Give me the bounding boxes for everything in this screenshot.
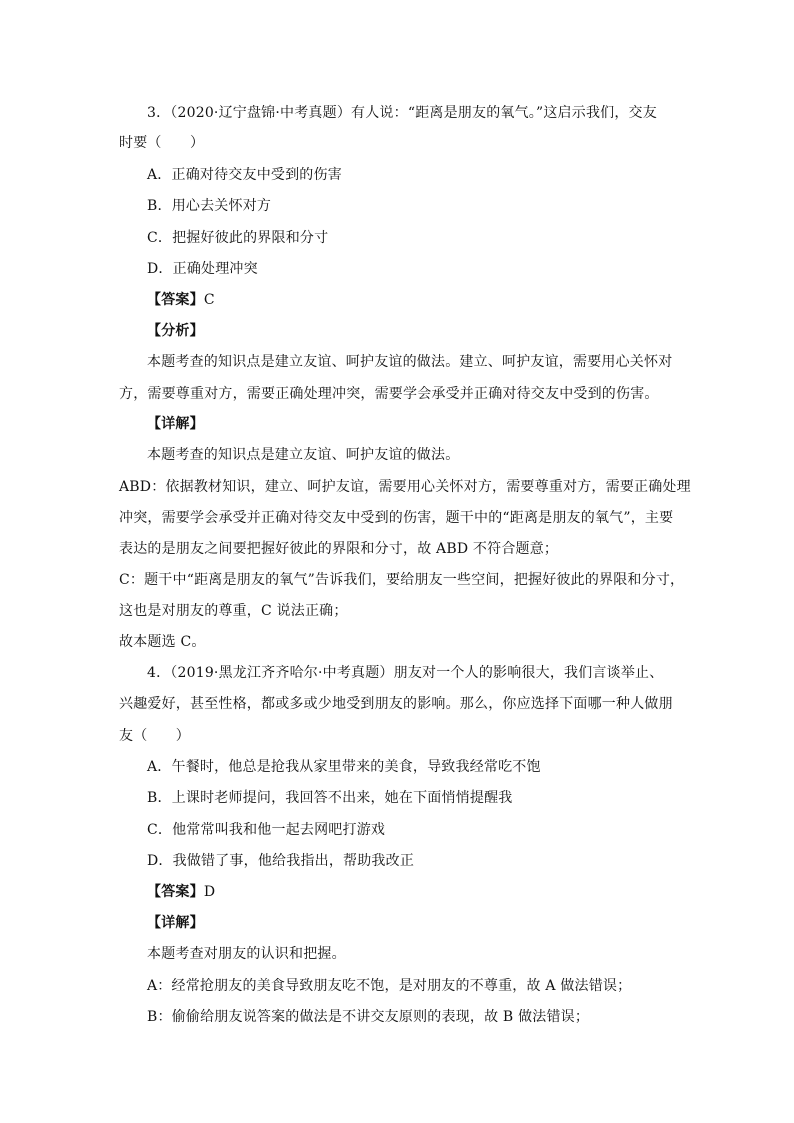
q3-detail-line-5: C：题干中“距离是朋友的氧气”告诉我们，要给朋友一些空间，把握好彼此的界限和分寸， [119, 572, 685, 588]
q3-option-b: B．用心去关怀对方 [147, 198, 272, 214]
q3-answer-label: 【答案】 [147, 292, 204, 308]
q4-detail-line-3: B：偷偷给朋友说答案的做法是不讲交友原则的表现，故 B 做法错误； [147, 1009, 590, 1025]
q3-detail-line-1: 本题考查的知识点是建立友谊、呵护友谊的做法。 [147, 447, 460, 463]
q3-detail-line-4: 表达的是朋友之间要把握好彼此的界限和分寸，故 ABD 不符合题意； [119, 541, 559, 557]
q4-detail-label: 【详解】 [147, 915, 204, 931]
q3-detail-line-6: 这也是对朋友的尊重，C 说法正确； [119, 603, 348, 619]
q4-option-b: B．上课时老师提问，我回答不出来，她在下面悄悄提醒我 [147, 790, 513, 806]
q3-analysis-label: 【分析】 [147, 323, 204, 339]
q3-detail-label: 【详解】 [147, 416, 204, 432]
q3-analysis-line-2: 方，需要尊重对方，需要正确处理冲突，需要学会承受并正确对待交友中受到的伤害。 [119, 386, 659, 402]
q3-option-d: D．正确处理冲突 [147, 261, 258, 277]
q4-detail-line-2: A：经常抢朋友的美食导致朋友吃不饱，是对朋友的不尊重，故 A 做法错误； [147, 978, 632, 994]
q4-answer-label: 【答案】 [147, 884, 204, 900]
q4-stem-line-1: 4．（2019·黑龙江齐齐哈尔·中考真题）朋友对一个人的影响很大，我们言谈举止、 [147, 665, 664, 681]
q3-answer [147, 290, 215, 310]
q3-answer-value: C [203, 292, 215, 308]
q4-option-c: C．他常常叫我和他一起去网吧打游戏 [147, 822, 386, 838]
q4-option-a: A．午餐时，他总是抢我从家里带来的美食，导致我经常吃不饱 [147, 759, 541, 775]
q3-analysis-line-1: 本题考查的知识点是建立友谊、呵护友谊的做法。建立、呵护友谊，需要用心关怀对 [147, 354, 673, 370]
q4-answer-value: D [203, 884, 216, 900]
q4-option-d: D．我做错了事，他给我指出，帮助我改正 [147, 853, 415, 869]
q4-stem-line-3: 友（ ） [119, 728, 190, 744]
q4-stem-line-2: 兴趣爱好，甚至性格，都或多或少地受到朋友的影响。那么，你应选择下面哪一种人做朋 [119, 696, 673, 712]
q3-detail-line-2: ABD：依据教材知识，建立、呵护友谊，需要用心关怀对方，需要尊重对方，需要正确处理 [119, 479, 691, 495]
q3-option-c: C．把握好彼此的界限和分寸 [147, 230, 329, 246]
q3-stem-line-2: 时要（ ） [119, 135, 205, 151]
q4-detail-line-1: 本题考查对朋友的认识和把握。 [147, 946, 346, 962]
q4-answer [147, 882, 215, 902]
q3-stem-line-1: 3．（2020·辽宁盘锦·中考真题）有人说：“距离是朋友的氧气。”这启示我们，交友 [147, 105, 657, 121]
q3-option-a: A．正确对待交友中受到的伤害 [147, 167, 342, 183]
q3-detail-line-3: 冲突，需要学会承受并正确对待交友中受到的伤害，题干中的“距离是朋友的氧气”，主要 [119, 510, 674, 526]
q3-detail-line-7: 故本题选 C。 [119, 634, 206, 650]
